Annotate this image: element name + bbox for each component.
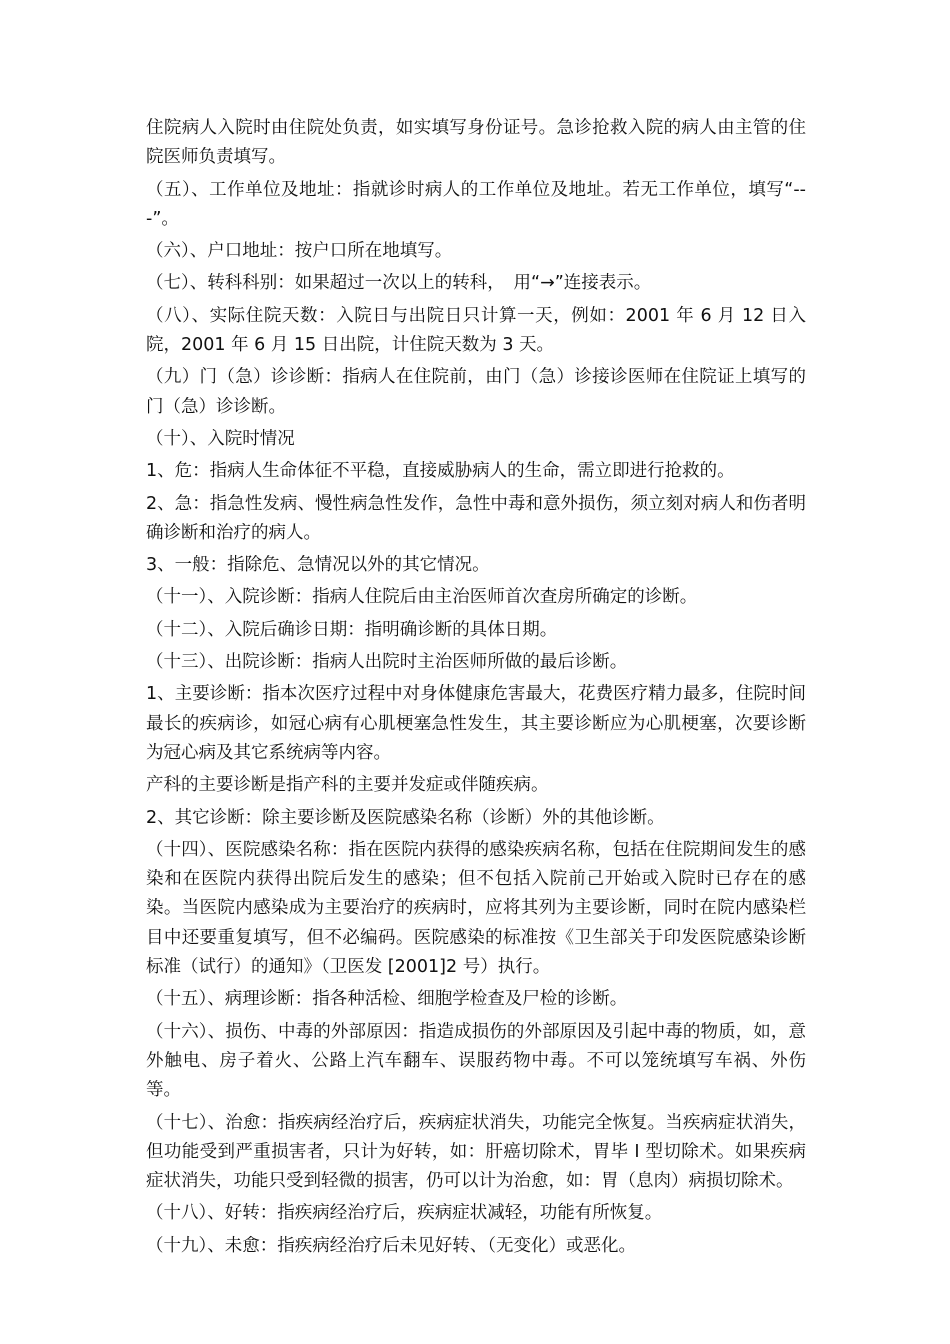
paragraph-external-cause: （十六）、损伤、中毒的外部原因：指造成损伤的外部原因及引起中毒的物质，如，意外触电、房子着火、公路上汽车翻车、误服药物中毒。不可以笼统填写车祸、外伤等。 <box>146 1021 806 1101</box>
paragraph-discharge-diagnosis: （十三）、出院诊断：指病人出院时主治医师所做的最后诊断。 <box>146 652 628 673</box>
paragraph-cured: （十七）、治愈：指疾病经治疗后，疾病症状消失，功能完全恢复。当疾病症状消失，但功能受到严重损害者，只计为好转，如：肝癌切除术，胃毕 I 型切除术。如果疾病症状消失，功能只受到轻微的损害，仍可以计为治愈，如：胃（息肉）病损切除术。 <box>146 1112 806 1192</box>
paragraph-hospital-days: （八）、实际住院天数：入院日与出院日只计算一天，例如：2001 年 6 月 12 日入院，2001 年 6 月 15 日出院，计住院天数为 3 天。 <box>146 305 806 356</box>
paragraph-work-unit: （五）、工作单位及地址：指就诊时病人的工作单位及地址。若无工作单位，填写“---”。 <box>146 179 806 229</box>
paragraph-pathology-diagnosis: （十五）、病理诊断：指各种活检、细胞学检查及尸检的诊断。 <box>146 989 628 1010</box>
paragraph-obstetrics-note: 产科的主要诊断是指产科的主要并发症或伴随疾病。 <box>146 775 549 796</box>
paragraph-household-address: （六）、户口地址：按户口所在地填写。 <box>146 241 453 262</box>
paragraph-admission-condition-heading: （十）、入院时情况 <box>146 428 295 449</box>
paragraph-transfer-department: （七）、转科科别：如果超过一次以上的转科， 用“→”连接表示。 <box>146 273 652 294</box>
paragraph-not-cured: （十九）、未愈：指疾病经治疗后未见好转、（无变化）或恶化。 <box>146 1235 636 1256</box>
paragraph-outpatient-diagnosis: （九）门（急）诊诊断：指病人在住院前，由门（急）诊接诊医师在住院证上填写的门（急）诊诊断。 <box>146 367 806 417</box>
paragraph-other-diagnosis: 2、其它诊断：除主要诊断及医院感染名称（诊断）外的其他诊断。 <box>146 807 665 828</box>
paragraph-admission-id: 住院病人入院时由住院处负责，如实填写身份证号。急诊抢救入院的病人由主管的住院医师负责填写。 <box>146 118 806 168</box>
paragraph-confirmation-date: （十二）、入院后确诊日期：指明确诊断的具体日期。 <box>146 619 558 640</box>
paragraph-urgent: 2、急：指急性发病、慢性病急性发作，急性中毒和意外损伤，须立刻对病人和伤者明确诊断和治疗的病人。 <box>146 493 806 543</box>
paragraph-critical: 1、危：指病人生命体征不平稳，直接威胁病人的生命，需立即进行抢救的。 <box>146 461 735 482</box>
paragraph-admission-diagnosis: （十一）、入院诊断：指病人住院后由主治医师首次查房所确定的诊断。 <box>146 587 698 608</box>
paragraph-main-diagnosis: 1、主要诊断：指本次医疗过程中对身体健康危害最大，花费医疗精力最多，住院时间最长的疾病诊，如冠心病有心肌梗塞急性发生，其主要诊断应为心肌梗塞，次要诊断为冠心病及其它系统病等内容。 <box>146 684 806 763</box>
paragraph-hospital-infection: （十四）、医院感染名称：指在医院内获得的感染疾病名称，包括在住院期间发生的感染和在医院内获得出院后发生的感染；但不包括入院前己开始或入院时已存在的感染。当医院内感染成为主要治疗的疾病时，应将其列为主要诊断，同时在院内感染栏目中还要重复填写，但不必编码。医院感染的标准按《卫生部关于印发医院感染诊断标准（试行）的通知》（卫医发 [2001]2 号）执行。 <box>146 839 806 978</box>
paragraph-general: 3、一般：指除危、急情况以外的其它情况。 <box>146 555 490 576</box>
paragraph-improved: （十八）、好转：指疾病经治疗后，疾病症状减轻，功能有所恢复。 <box>146 1203 663 1224</box>
document-page <box>146 114 806 1264</box>
